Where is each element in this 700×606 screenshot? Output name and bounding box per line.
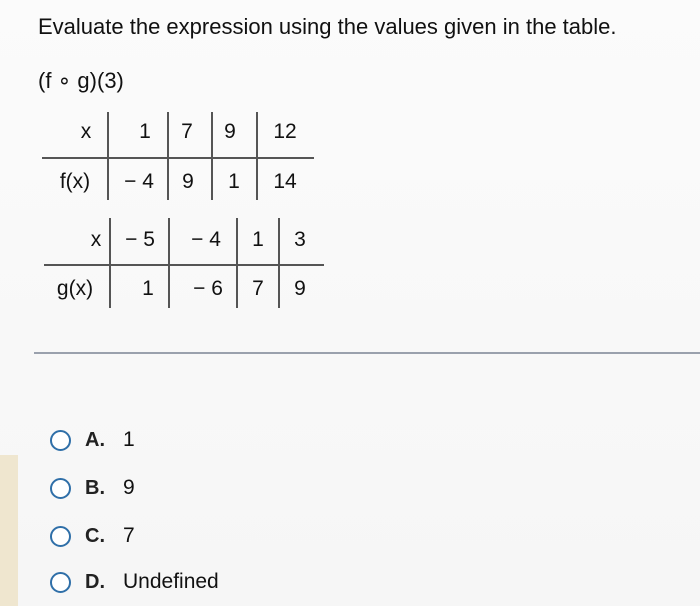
table-g-gx-value: − 6 bbox=[193, 277, 223, 300]
option-value: Undefined bbox=[123, 570, 219, 593]
option-letter: A. bbox=[85, 428, 105, 451]
table-g-gx-value: 1 bbox=[142, 277, 154, 300]
question-prompt: Evaluate the expression using the values given in the table. bbox=[38, 14, 617, 39]
table-f-x-value: 9 bbox=[224, 120, 236, 143]
table-g-x-value: 3 bbox=[294, 228, 306, 251]
table-g-x-value: − 5 bbox=[125, 228, 155, 251]
option-value: 1 bbox=[123, 428, 135, 451]
table-g-hrule bbox=[44, 264, 324, 266]
table-f-x-value: 7 bbox=[181, 120, 193, 143]
option-value: 9 bbox=[123, 476, 135, 499]
table-g-x-value: − 4 bbox=[191, 228, 221, 251]
option-letter: B. bbox=[85, 476, 105, 499]
table-g-gx-value: 7 bbox=[252, 277, 264, 300]
table-g-x-value: 1 bbox=[252, 228, 264, 251]
option-letter: D. bbox=[85, 570, 105, 593]
table-f-x-value: 1 bbox=[139, 120, 151, 143]
option-value: 7 bbox=[123, 524, 135, 547]
table-g-vrule bbox=[109, 218, 111, 308]
radio-icon[interactable] bbox=[50, 572, 71, 593]
table-f-fx-value: 9 bbox=[182, 170, 194, 193]
table-g-gx-label: g(x) bbox=[56, 277, 94, 300]
option-b[interactable] bbox=[50, 472, 135, 504]
option-a[interactable] bbox=[50, 424, 135, 456]
table-f-fx-value: − 4 bbox=[124, 170, 154, 193]
expression: (f ∘ g)(3) bbox=[38, 68, 124, 93]
table-g-gx-value: 9 bbox=[294, 277, 306, 300]
table-f-fx-label: f(x) bbox=[59, 170, 91, 193]
radio-icon[interactable] bbox=[50, 478, 71, 499]
table-f-x-value: 12 bbox=[273, 120, 297, 143]
option-letter: C. bbox=[85, 524, 105, 547]
table-g-x-label: x bbox=[90, 228, 102, 251]
radio-icon[interactable] bbox=[50, 526, 71, 547]
table-f-x-label: x bbox=[80, 120, 92, 143]
table-f-fx-value: 14 bbox=[273, 170, 297, 193]
section-divider bbox=[34, 352, 700, 354]
radio-icon[interactable] bbox=[50, 430, 71, 451]
table-f-fx-value: 1 bbox=[228, 170, 240, 193]
table-g-vrule bbox=[236, 218, 238, 308]
option-c[interactable] bbox=[50, 520, 135, 552]
option-d[interactable] bbox=[50, 566, 219, 598]
table-g-vrule bbox=[168, 218, 170, 308]
table-g-vrule bbox=[278, 218, 280, 308]
